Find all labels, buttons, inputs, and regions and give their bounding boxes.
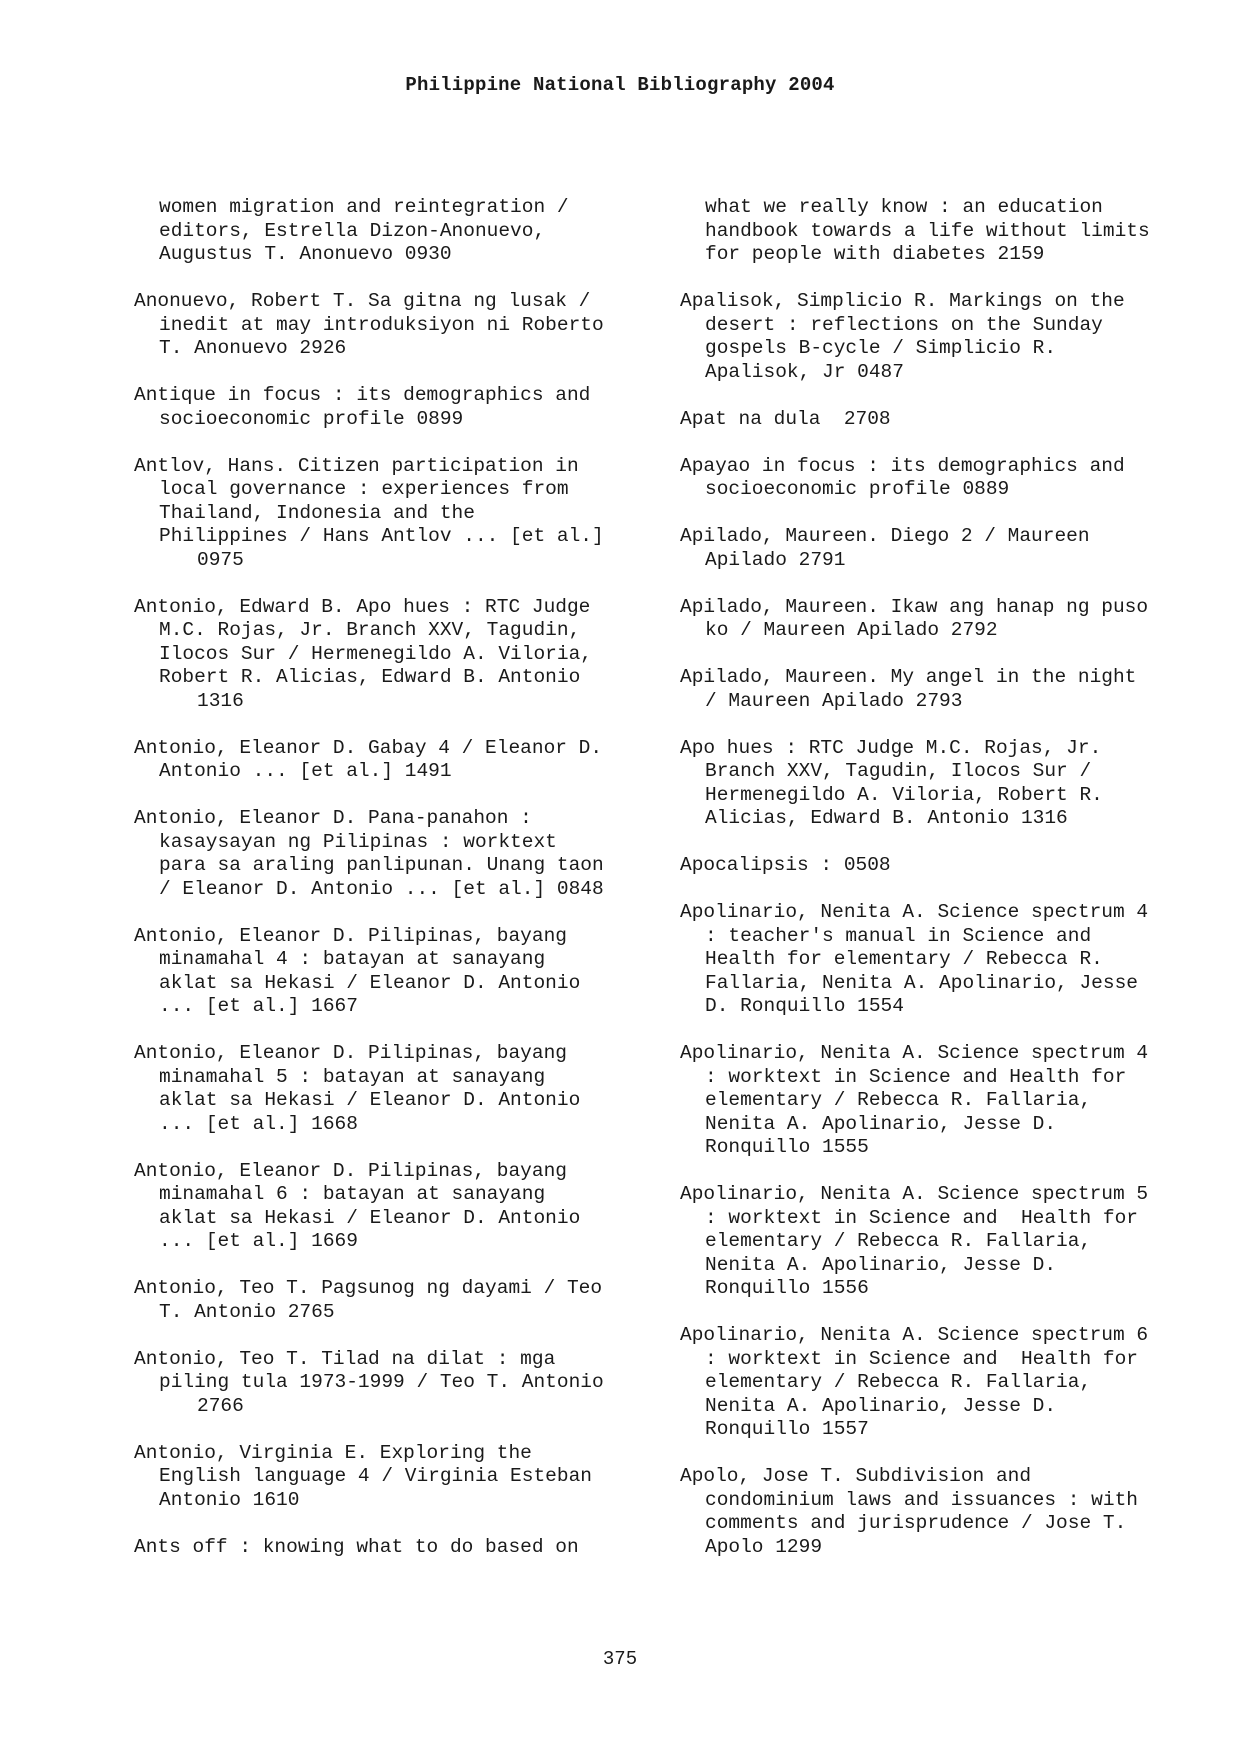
entry-line: aklat sa Hekasi / Eleanor D. Antonio [159, 1089, 581, 1111]
entry-line: Hermenegildo A. Viloria, Robert R. [705, 783, 1103, 806]
entry-line: Antonio, Eleanor D. Pilipinas, bayang [134, 1159, 567, 1182]
entry-line: aklat sa Hekasi / Eleanor D. Antonio [159, 971, 581, 994]
entry-line: Health for elementary / Rebecca R. [705, 948, 1103, 970]
entry-line: Apo hues : RTC Judge M.C. Rojas, Jr. [680, 736, 1102, 759]
entry-line: Ronquillo 1555 [705, 1136, 869, 1158]
entry-line: comments and jurisprudence / Jose T. [705, 1512, 1127, 1534]
entry-line: socioeconomic profile 0899 [159, 407, 464, 430]
entry-line: Antonio, Edward B. Apo hues : RTC Judge [134, 595, 591, 618]
bibliography-entry [680, 408, 1210, 432]
entry-line: Apolinario, Nenita A. Science spectrum 4 [680, 901, 1149, 923]
bibliography-entry [680, 196, 1210, 267]
left-column [134, 196, 664, 1583]
entry-line: 2766 [197, 1394, 244, 1417]
entry-line: Nenita A. Apolinario, Jesse D. [705, 1112, 1057, 1135]
entry-line: local governance : experiences from [159, 478, 569, 500]
bibliography-entry [134, 1348, 664, 1419]
entry-line: piling tula 1973-1999 / Teo T. Antonio [159, 1371, 604, 1393]
entry-line: handbook towards a life without limits [705, 219, 1150, 242]
entry-line: aklat sa Hekasi / Eleanor D. Antonio [159, 1206, 581, 1229]
entry-line: Apilado, Maureen. My angel in the night [680, 666, 1137, 688]
entry-line: D. Ronquillo 1554 [705, 995, 904, 1017]
entry-line: Branch XXV, Tagudin, Ilocos Sur / [705, 760, 1092, 782]
entry-line: / Maureen Apilado 2793 [705, 689, 963, 712]
entry-line: Antonio, Virginia E. Exploring the [134, 1441, 532, 1464]
bibliography-entry [134, 1042, 664, 1136]
entry-line: for people with diabetes 2159 [705, 243, 1045, 265]
entry-line: Apat na dula 2708 [680, 407, 891, 430]
entry-line: ... [et al.] 1668 [159, 1112, 358, 1135]
bibliography-entry [680, 290, 1210, 384]
entry-line: Antonio, Eleanor D. Pilipinas, bayang [134, 924, 567, 947]
entry-line: elementary / Rebecca R. Fallaria, [705, 1089, 1092, 1111]
entry-line: 1316 [197, 689, 244, 712]
entry-line: T. Anonuevo 2926 [159, 337, 347, 359]
entry-line: Antonio, Eleanor D. Pilipinas, bayang [134, 1042, 567, 1064]
bibliography-entry [134, 196, 664, 267]
entry-line: Apolinario, Nenita A. Science spectrum 6 [680, 1324, 1149, 1346]
entry-line: ... [et al.] 1669 [159, 1230, 358, 1252]
entry-line: Apalisok, Jr 0487 [705, 360, 904, 383]
entry-line: Ilocos Sur / Hermenegildo A. Viloria, [159, 642, 592, 665]
entry-line: / Eleanor D. Antonio ... [et al.] 0848 [159, 877, 604, 900]
entry-line: Apilado, Maureen. Diego 2 / Maureen [680, 525, 1090, 547]
entry-line: Ronquillo 1556 [705, 1277, 869, 1299]
bibliography-entry [680, 737, 1210, 831]
bibliography-entry [680, 666, 1210, 713]
entry-line: Nenita A. Apolinario, Jesse D. [705, 1253, 1057, 1276]
entry-line: Fallaria, Nenita A. Apolinario, Jesse [705, 971, 1138, 994]
entry-line: Antonio, Eleanor D. Gabay 4 / Eleanor D. [134, 736, 603, 759]
entry-line: Robert R. Alicias, Edward B. Antonio [159, 666, 581, 688]
entry-line: Antonio ... [et al.] 1491 [159, 760, 452, 782]
bibliography-entry [680, 854, 1210, 878]
entry-line: 0975 [197, 548, 244, 571]
bibliography-entry [134, 455, 664, 573]
entry-line: Antique in focus : its demographics and [134, 384, 591, 406]
entry-line: ko / Maureen Apilado 2792 [705, 619, 998, 641]
bibliography-entry [134, 596, 664, 714]
bibliography-entry [134, 1536, 664, 1560]
entry-line: Antonio, Eleanor D. Pana-panahon : [134, 807, 532, 829]
bibliography-entry [134, 737, 664, 784]
entry-line: Antlov, Hans. Citizen participation in [134, 454, 579, 477]
entry-line: T. Antonio 2765 [159, 1300, 335, 1323]
entry-line: women migration and reintegration / [159, 196, 569, 218]
entry-line: Apolinario, Nenita A. Science spectrum 5 [680, 1183, 1149, 1205]
entry-line: Philippines / Hans Antlov ... [et al.] [159, 525, 604, 547]
entry-line: inedit at may introduksiyon ni Roberto [159, 313, 604, 336]
bibliography-entry [134, 290, 664, 361]
entry-line: minamahal 6 : batayan at sanayang [159, 1183, 546, 1205]
entry-line: gospels B-cycle / Simplicio R. [705, 337, 1057, 359]
entry-line: Antonio, Teo T. Tilad na dilat : mga [134, 1347, 556, 1370]
entry-line: Anonuevo, Robert T. Sa gitna ng lusak / [134, 290, 591, 312]
entry-line: Ants off : knowing what to do based on [134, 1535, 579, 1558]
bibliography-entry [134, 925, 664, 1019]
entry-line: Apolo, Jose T. Subdivision and [680, 1465, 1032, 1487]
entry-line: condominium laws and issuances : with [705, 1488, 1138, 1511]
entry-line: Apolinario, Nenita A. Science spectrum 4 [680, 1042, 1149, 1064]
entry-line: what we really know : an education [705, 196, 1103, 218]
page-number: 375 [602, 1648, 638, 1670]
entry-line: Nenita A. Apolinario, Jesse D. [705, 1394, 1057, 1417]
entry-line: elementary / Rebecca R. Fallaria, [705, 1230, 1092, 1252]
bibliography-entry [680, 901, 1210, 1019]
entry-line: Apalisok, Simplicio R. Markings on the [680, 290, 1125, 312]
entry-line: para sa araling panlipunan. Unang taon [159, 854, 604, 876]
bibliography-entry [680, 1042, 1210, 1160]
bibliography-entry [680, 1465, 1210, 1559]
page-title: Philippine National Bibliography 2004 [405, 74, 835, 96]
bibliography-entry [680, 525, 1210, 572]
entry-line: Antonio, Teo T. Pagsunog ng dayami / Teo [134, 1277, 603, 1299]
bibliography-entry [680, 455, 1210, 502]
entry-line: Alicias, Edward B. Antonio 1316 [705, 807, 1068, 829]
entry-line: Antonio 1610 [159, 1488, 300, 1511]
bibliography-entry [134, 384, 664, 431]
bibliography-entry [134, 1277, 664, 1324]
entry-line: : worktext in Science and Health for [705, 1347, 1138, 1370]
entry-line: Apocalipsis : 0508 [680, 854, 891, 876]
bibliography-entry [680, 1183, 1210, 1301]
entry-line: Ronquillo 1557 [705, 1418, 869, 1440]
entry-line: Thailand, Indonesia and the [159, 501, 475, 524]
entry-line: : worktext in Science and Health for [705, 1206, 1138, 1229]
entry-line: : worktext in Science and Health for [705, 1065, 1127, 1088]
entry-line: editors, Estrella Dizon-Anonuevo, [159, 219, 546, 242]
entry-line: minamahal 5 : batayan at sanayang [159, 1065, 546, 1088]
entry-line: Apolo 1299 [705, 1535, 823, 1558]
entry-line: ... [et al.] 1667 [159, 995, 358, 1017]
entry-line: English language 4 / Virginia Esteban [159, 1465, 592, 1487]
entry-line: kasaysayan ng Pilipinas : worktext [159, 830, 557, 853]
bibliography-entry [134, 1160, 664, 1254]
entry-line: Apayao in focus : its demographics and [680, 454, 1125, 477]
entry-line: socioeconomic profile 0889 [705, 478, 1010, 500]
bibliography-entry [680, 1324, 1210, 1442]
right-column [680, 196, 1210, 1583]
entry-line: minamahal 4 : batayan at sanayang [159, 948, 546, 970]
entry-line: elementary / Rebecca R. Fallaria, [705, 1371, 1092, 1393]
entry-line: M.C. Rojas, Jr. Branch XXV, Tagudin, [159, 619, 581, 641]
entry-line: desert : reflections on the Sunday [705, 313, 1103, 336]
entry-line: : teacher's manual in Science and [705, 924, 1092, 947]
bibliography-entry [134, 807, 664, 901]
entry-line: Apilado 2791 [705, 548, 846, 571]
bibliography-entry [134, 1442, 664, 1513]
bibliography-entry [680, 596, 1210, 643]
entry-line: Apilado, Maureen. Ikaw ang hanap ng puso [680, 595, 1149, 618]
entry-line: Augustus T. Anonuevo 0930 [159, 243, 452, 265]
